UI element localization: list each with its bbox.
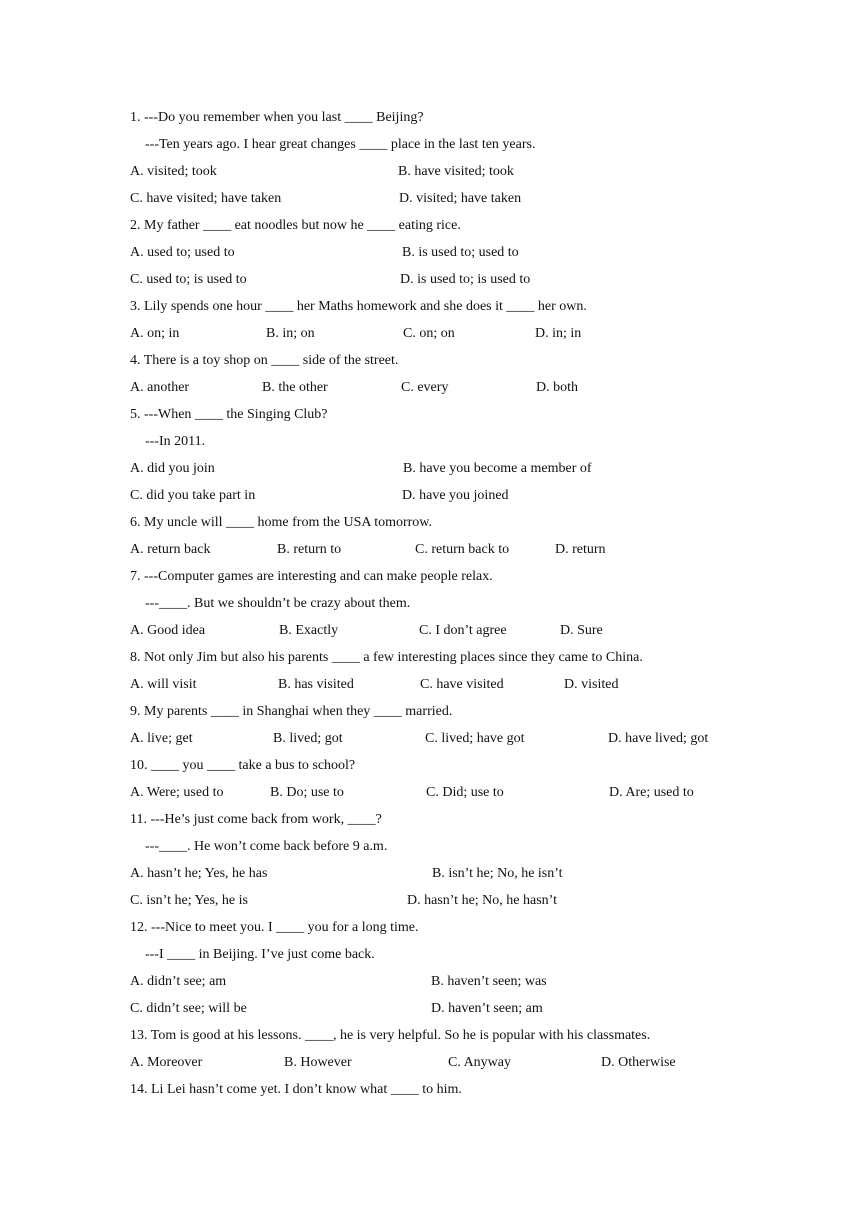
answer-option: D. Are; used to <box>609 785 694 800</box>
answer-option: A. did you join <box>130 461 215 476</box>
answer-option: B. has visited <box>278 677 354 692</box>
answer-option: C. Did; use to <box>426 785 504 800</box>
answer-option: B. the other <box>262 380 328 395</box>
answer-option: A. another <box>130 380 190 395</box>
answer-option: C. Anyway <box>448 1055 511 1070</box>
question-text: 4. There is a toy shop on ____ side of the street. <box>130 353 399 368</box>
answer-option: D. Sure <box>560 623 603 638</box>
question-text: 8. Not only Jim but also his parents ____ a few interesting places since they came to China. <box>130 650 643 665</box>
answer-option: B. is used to; used to <box>402 245 519 260</box>
answer-option: D. have you joined <box>402 488 509 503</box>
answer-option: C. I don’t agree <box>419 623 507 638</box>
answer-option: D. visited; have taken <box>399 191 522 206</box>
answer-option: C. on; on <box>403 326 455 341</box>
question-text: ---In 2011. <box>145 434 206 449</box>
answer-option: A. used to; used to <box>130 245 235 260</box>
question-text: 13. Tom is good at his lessons. ____, he is very helpful. So he is popular with his classmates. <box>130 1028 651 1043</box>
answer-option: B. in; on <box>266 326 315 341</box>
question-text: ---____. But we shouldn’t be crazy about them. <box>145 596 411 611</box>
answer-option: A. return back <box>130 542 211 557</box>
answer-option: B. lived; got <box>273 731 343 746</box>
answer-option: D. return <box>555 542 606 557</box>
question-text: 3. Lily spends one hour ____ her Maths homework and she does it ____ her own. <box>130 299 587 314</box>
answer-option: D. haven’t seen; am <box>431 1001 543 1016</box>
answer-option: A. Were; used to <box>130 785 224 800</box>
question-text: 5. ---When ____ the Singing Club? <box>130 407 328 422</box>
answer-option: D. in; in <box>535 326 582 341</box>
answer-option: B. Do; use to <box>270 785 344 800</box>
answer-option: B. haven’t seen; was <box>431 974 547 989</box>
answer-option: D. have lived; got <box>608 731 709 746</box>
answer-option: B. However <box>284 1055 352 1070</box>
answer-option: A. Moreover <box>130 1055 203 1070</box>
answer-option: A. hasn’t he; Yes, he has <box>130 866 268 881</box>
answer-option: C. every <box>401 380 449 395</box>
answer-option: D. Otherwise <box>601 1055 676 1070</box>
question-text: 7. ---Computer games are interesting and can make people relax. <box>130 569 493 584</box>
answer-option: C. lived; have got <box>425 731 525 746</box>
answer-option: A. didn’t see; am <box>130 974 227 989</box>
answer-option: C. return back to <box>415 542 510 557</box>
question-text: ---____. He won’t come back before 9 a.m. <box>145 839 388 854</box>
answer-option: A. will visit <box>130 677 197 692</box>
question-text: 10. ____ you ____ take a bus to school? <box>130 758 356 773</box>
answer-option: A. live; get <box>130 731 193 746</box>
question-text: 14. Li Lei hasn’t come yet. I don’t know what ____ to him. <box>130 1082 462 1097</box>
answer-option: A. on; in <box>130 326 180 341</box>
answer-option: B. have you become a member of <box>403 461 592 476</box>
answer-option: B. return to <box>277 542 342 557</box>
question-text: 1. ---Do you remember when you last ____ Beijing? <box>130 110 424 125</box>
answer-option: D. is used to; is used to <box>400 272 531 287</box>
question-text: ---Ten years ago. I hear great changes ____ place in the last ten years. <box>145 137 536 152</box>
answer-option: C. have visited <box>420 677 504 692</box>
answer-option: A. Good idea <box>130 623 206 638</box>
answer-option: D. both <box>536 380 578 395</box>
answer-option: A. visited; took <box>130 164 217 179</box>
answer-option: C. used to; is used to <box>130 272 247 287</box>
answer-option: B. Exactly <box>279 623 339 638</box>
answer-option: D. hasn’t he; No, he hasn’t <box>407 893 557 908</box>
question-text: 6. My uncle will ____ home from the USA tomorrow. <box>130 515 433 530</box>
answer-option: C. didn’t see; will be <box>130 1001 247 1016</box>
answer-option: B. isn’t he; No, he isn’t <box>432 866 563 881</box>
question-text: 9. My parents ____ in Shanghai when they ____ married. <box>130 704 453 719</box>
answer-option: B. have visited; took <box>398 164 514 179</box>
question-text: 11. ---He’s just come back from work, ____? <box>130 812 382 827</box>
answer-option: D. visited <box>564 677 619 692</box>
answer-option: C. isn’t he; Yes, he is <box>130 893 248 908</box>
answer-option: C. have visited; have taken <box>130 191 282 206</box>
question-text: ---I ____ in Beijing. I’ve just come back. <box>145 947 375 962</box>
answer-option: C. did you take part in <box>130 488 256 503</box>
question-text: 2. My father ____ eat noodles but now he ____ eating rice. <box>130 218 461 233</box>
question-text: 12. ---Nice to meet you. I ____ you for a long time. <box>130 920 419 935</box>
